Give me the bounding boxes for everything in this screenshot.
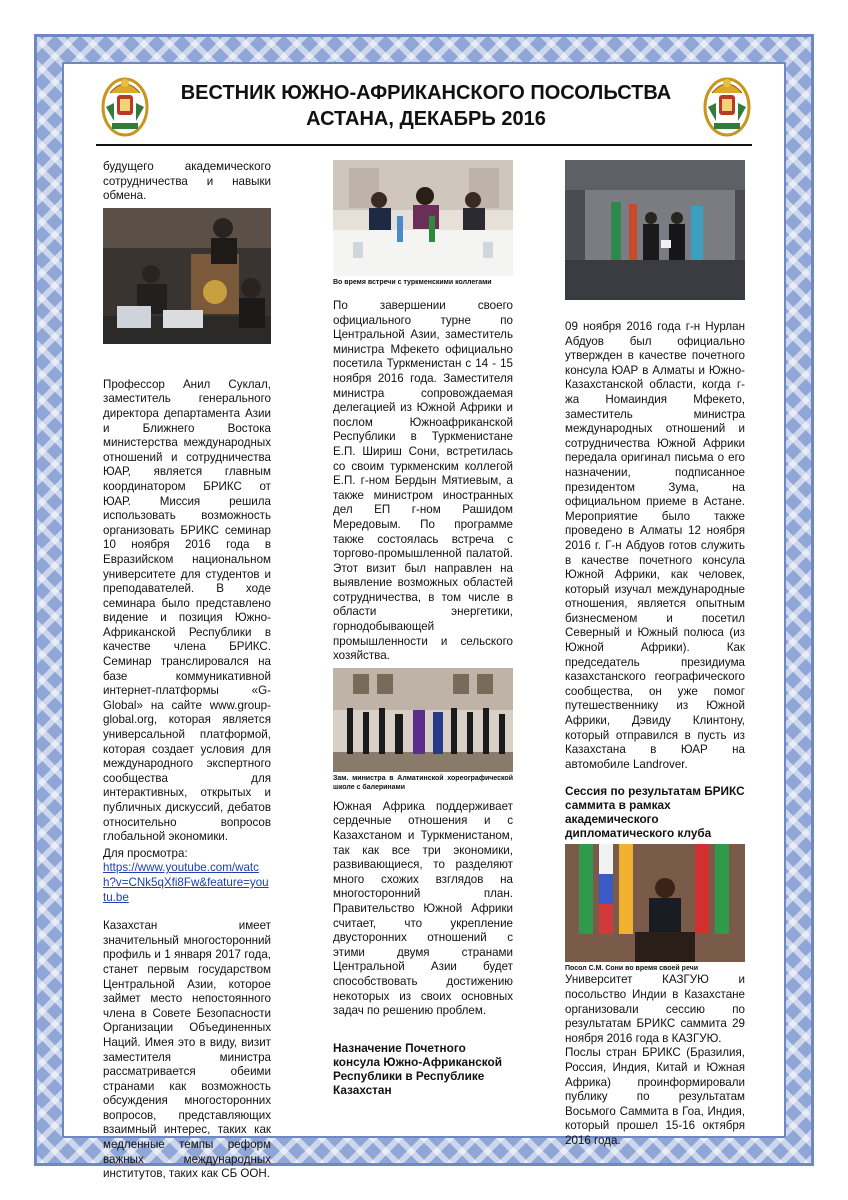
title-line-2: АСТАНА, ДЕКАБРЬ 2016	[306, 108, 546, 130]
column-2	[333, 160, 513, 1097]
article-paragraph: Южная Африка поддерживает сердечные отношения и с Казахстаном и Туркменистаном, так как все три экономики, развивающиеся, то разделяют много схожих взглядов на многосторонний план. Правительство Южной Африки считает, что укрепление двусторонних отношений с этими двумя странами Центральной Азии будет способствовать достижению некоторых из своих основных задач по решению проблем.	[333, 799, 513, 1018]
photo-caption: Во время встречи с туркменскими коллегами	[333, 279, 492, 286]
seminar-photo	[103, 208, 271, 344]
coat-of-arms-icon	[100, 73, 150, 137]
article-paragraph: Казахстан имеет значительный многосторонний профиль и 1 января 2017 года, станет первым государством Центральной Азии, которое займет место непостоянного члена в Совете Безопасности Организации Объединенных Наций. Имея это в виду, визит заместителя министра рассматривается обеими странами как возможность обсуждения многосторонних вопросов, представляющих взаимный интерес, таких как медленные темпы реформ важных международных институтов, таких как СБ ООН.	[103, 919, 271, 1181]
coat-of-arms-icon	[702, 73, 752, 137]
column-1	[103, 160, 271, 1196]
newsletter-header	[100, 70, 752, 140]
article-paragraph: По завершении своего официального турне по Центральной Азии, заместитель министра Мфекето официально посетила Туркменистан с 14 - 15 ноября 2016 года. Заместителя министра сопровождаемая делегацией из Южной Африки и послом Южноафриканской Республики в Туркменистане Е.П. Шириш Сони, встретилась со своим туркменским коллегой Е.П. г-ном Бердын Мятиевым, а также министром иностранных дел ЕП г-ном Рашидом Мередовым. По программе также состоялась встреча с торгово-промышленной палатой. Этот визит был направлен на выявление возможных областей сотрудничества, в том числе в области энергетики, горнодобывающей промышленности и сельского хозяйства.	[333, 299, 513, 663]
title-line-1: ВЕСТНИК ЮЖНО-АФРИКАНСКОГО ПОСОЛЬСТВА	[180, 82, 672, 104]
consul-ceremony-photo	[565, 160, 745, 300]
section-heading: Сессия по результатам БРИКС саммита в рамках академического дипломатического клуба	[565, 784, 745, 841]
photo-caption: Посол С.М. Сони во время своей речи	[565, 965, 699, 973]
article-paragraph: Профессор Анил Суклал, заместитель генерального директора департамента Азии и Ближнего Востока министерства международных отношений и сотрудничества ЮАР, является главным координатором БРИКС от ЮАР. Миссия решила использовать возможность организовать БРИКС семинар 10 ноября 2016 года в Евразийском национальном университете для студентов и преподавателей. В ходе семинара было представлено видение и позиция Южно-Африканской Республики в качестве члена БРИКС. Семинар транслировался на базе коммуникативной интернет-платформы «G-Global» на сайте www.group-global.org, которая является универсальной платформой, которая создает условия для международного экспертного сообщества для интерактивных, открытых и публичных дискуссий, дебатов относительно вопросов глобальной экономики.	[103, 377, 271, 844]
header-divider	[96, 144, 752, 146]
column-3	[565, 160, 745, 1163]
youtube-link	[103, 861, 271, 905]
ballet-school-photo	[333, 668, 513, 772]
ambassador-speech-photo	[565, 844, 745, 962]
view-label: Для просмотра:	[103, 846, 188, 860]
article-intro: будущего академического сотрудничества и навыки обмена.	[103, 160, 271, 203]
article-paragraph: 09 ноября 2016 года г-н Нурлан Абдуов был официально утвержден в качестве почетного консула ЮАР в Алматы и Южно-Казахстанской области, когда г-жа Номаиндия Мфекето, заместитель министра международных отношений и сотрудничества Южной Африки передала оригинал письма о его назначении, подписанное президентом Зума, на официальном приеме в Астане. Мероприятие было также проведено в Алматы 12 ноября 2016 г. Г-н Абдуов готов служить в качестве почетного консула Южной Африки, как человек, который изучал международные отношения, является опытным бизнесменом и посетил Северный и Южный полюса (из Южной Африки). Как председатель президиума казахстанского географического сообщества, он уже помог путешественнику из Южной Африки, Дэвиду Клинтону, который отправился в пусть из Казахстана в ЮАР на автомобиле Landrover.	[565, 320, 745, 771]
meeting-photo	[333, 160, 513, 276]
photo-caption: Зам. министра в Алматинской хореографической школе с балеринами	[333, 774, 513, 791]
article-paragraph: Послы стран БРИКС (Бразилия, Россия, Индия, Китай и Южная Африка) проинформировали публику по результатам Восьмого Саммита в Гоа, Индия, который прошел 15-16 октября 2016 года.	[565, 1046, 745, 1147]
article-paragraph: Университет КАЗГУЮ и посольство Индии в Казахстане организовали сессию по результатам БРИКС саммита 29 ноября 2016 года в КАЗГУЮ.	[565, 973, 745, 1045]
youtube-link-text[interactable]: https://www.youtube.com/watch?v=CNk5qXfi8Fw&feature=youtu.be	[103, 861, 269, 904]
section-heading: Назначение Почетного консула Южно-Африканской Республики в Республике Казахстан	[333, 1040, 502, 1097]
newsletter-title	[158, 80, 694, 132]
